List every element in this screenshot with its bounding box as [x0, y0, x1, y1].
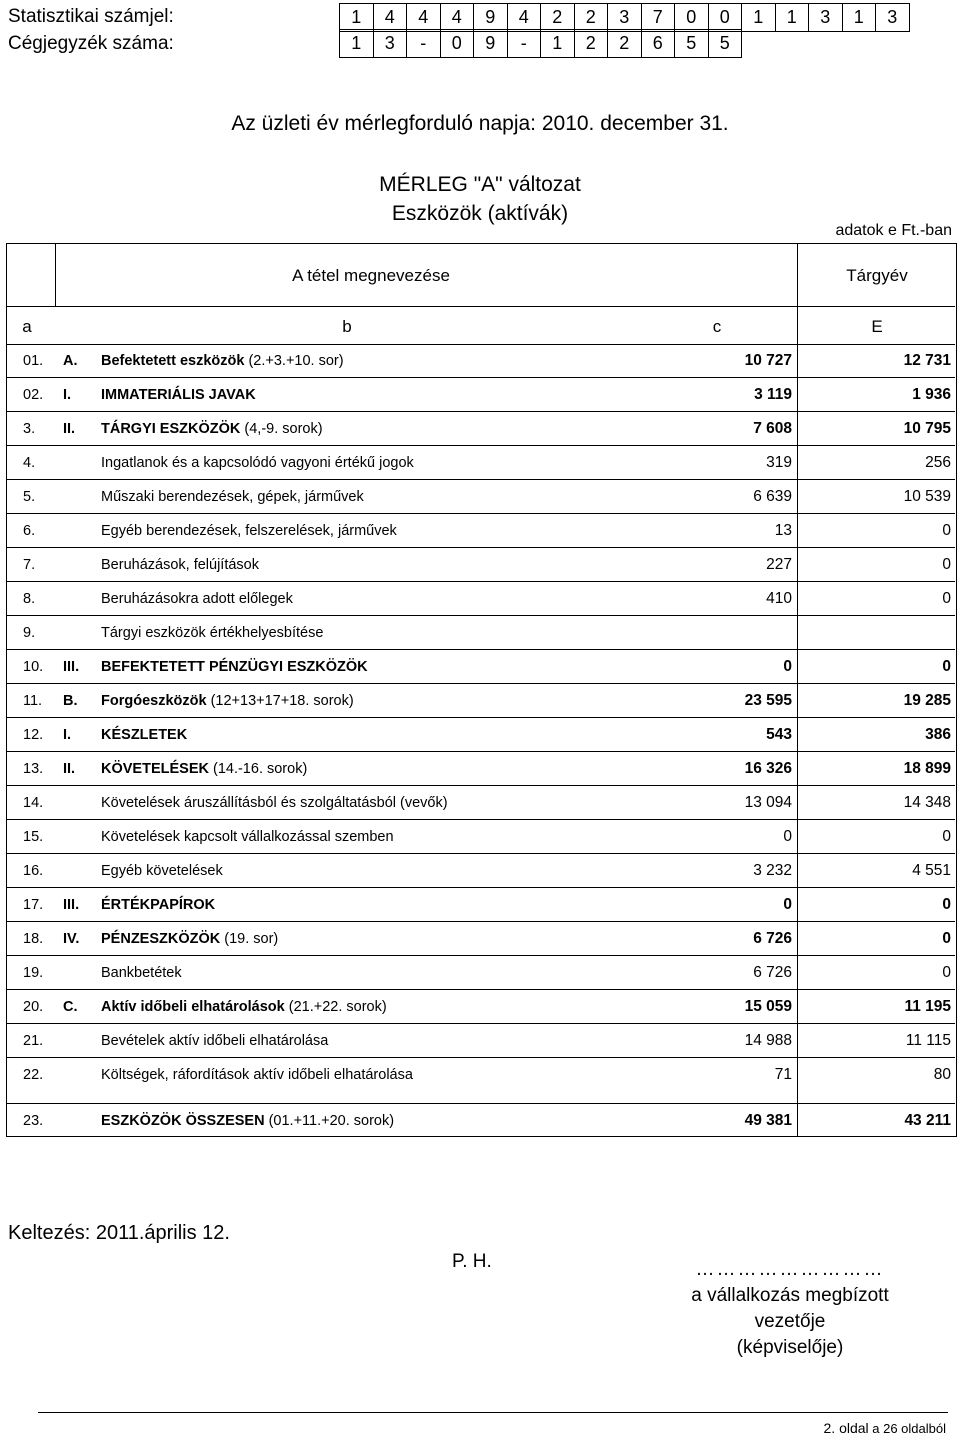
stat-number-label: Statisztikai számjel:: [8, 6, 174, 27]
row-number: 21.: [23, 1033, 44, 1049]
previous-year-value: 71: [774, 1066, 792, 1083]
digit-box: 3: [373, 29, 408, 58]
previous-year-value: 3 232: [753, 862, 792, 879]
digit-box: -: [406, 29, 441, 58]
table-row: [7, 548, 955, 582]
current-year-value: 14 348: [903, 794, 951, 811]
row-item-name: [101, 344, 344, 378]
row-item-title: ESZKÖZÖK ÖSSZESEN: [101, 1113, 265, 1129]
current-year-value: 1 936: [912, 386, 951, 403]
date-of-signing: Keltezés: 2011.április 12.: [8, 1222, 230, 1244]
row-item-name: [101, 888, 215, 922]
table-row: [7, 514, 955, 548]
row-item-name: [101, 684, 354, 718]
row-number: 13.: [23, 761, 44, 777]
row-item-name: [101, 820, 394, 854]
table-row: [7, 820, 955, 854]
digit-box: 2: [574, 3, 609, 32]
row-number: 17.: [23, 897, 44, 913]
row-item-title: Követelések áruszállításból és szolgáltatásból (vevők): [101, 795, 448, 811]
row-number: 22.: [23, 1067, 44, 1083]
digit-box: 6: [641, 29, 676, 58]
current-year-value: 43 211: [904, 1112, 951, 1129]
current-year-value: 18 899: [903, 760, 951, 777]
row-number: 11.: [23, 693, 43, 709]
row-item-title: Ingatlanok és a kapcsolódó vagyoni értékű jogok: [101, 455, 414, 471]
row-section: III.: [63, 897, 80, 913]
table-row: [7, 412, 955, 446]
table-row: [7, 990, 955, 1024]
table-row: [7, 1104, 955, 1138]
row-item-title: Aktív időbeli elhatárolások: [101, 999, 285, 1015]
table-row: [7, 344, 955, 378]
previous-year-value: 15 059: [744, 998, 792, 1015]
row-item-name: [101, 650, 368, 684]
current-year-value: 19 285: [903, 692, 951, 709]
digit-box: 9: [473, 3, 508, 32]
row-item-title: IMMATERIÁLIS JAVAK: [101, 387, 256, 403]
digit-box: 4: [507, 3, 542, 32]
previous-year-value: 23 595: [744, 692, 792, 709]
signer-title-1: a vállalkozás megbízott: [691, 1285, 889, 1306]
row-item-name: [101, 480, 364, 514]
row-number: 23.: [23, 1113, 44, 1129]
row-number: 14.: [23, 795, 44, 811]
current-year-value: 0: [942, 590, 951, 607]
previous-year-value: 14 988: [744, 1032, 792, 1049]
row-section: B.: [63, 693, 78, 709]
table-row: [7, 888, 955, 922]
digit-box: 2: [574, 29, 609, 58]
previous-year-value: 6 726: [753, 930, 792, 947]
row-item-name: [101, 1024, 328, 1058]
column-e-label: E: [871, 317, 883, 336]
digit-box: 2: [540, 3, 575, 32]
digit-box: 1: [339, 3, 374, 32]
table-row: [7, 480, 955, 514]
digit-box: 3: [875, 3, 910, 32]
signature-line: ………………………: [695, 1259, 885, 1280]
previous-year-value: 3 119: [754, 386, 792, 403]
row-item-reference: (01.+11.+20. sorok): [264, 1113, 395, 1129]
current-year-value: 0: [942, 658, 951, 675]
header-divider-right: [797, 244, 798, 306]
row-item-title: BEFEKTETETT PÉNZÜGYI ESZKÖZÖK: [101, 659, 368, 675]
balance-sheet-title: [0, 170, 960, 228]
digit-box: 4: [373, 3, 408, 32]
row-item-name: [101, 854, 223, 888]
registry-number-label: Cégjegyzék száma:: [8, 33, 174, 54]
table-row: [7, 446, 955, 480]
row-item-title: Forgóeszközök: [101, 693, 207, 709]
row-item-title: Tárgyi eszközök értékhelyesbítése: [101, 625, 324, 641]
row-number: 16.: [23, 863, 44, 879]
page-number-current: 2. oldal: [823, 1420, 869, 1436]
previous-year-value: 13 094: [744, 794, 792, 811]
digit-box: 0: [440, 29, 475, 58]
previous-year-value: 319: [766, 454, 792, 471]
column-b-label: b: [342, 317, 352, 336]
table-row: [7, 1024, 955, 1058]
table-row: [7, 786, 955, 820]
row-section: I.: [63, 727, 72, 743]
row-item-name: [101, 616, 323, 650]
row-number: 9.: [23, 625, 36, 641]
table-row: [7, 684, 955, 718]
row-item-reference: (21.+22. sorok): [284, 999, 387, 1015]
previous-year-value: 0: [783, 896, 792, 913]
digit-box: 0: [708, 3, 743, 32]
current-year-value: 0: [942, 896, 951, 913]
digit-box: 4: [406, 3, 441, 32]
current-year-value: 386: [925, 726, 951, 743]
row-number: 6.: [23, 523, 36, 539]
current-year-value: 12 731: [903, 352, 951, 369]
row-number: 12.: [23, 727, 44, 743]
current-year-value: 0: [942, 522, 951, 539]
stat-number-boxes: [340, 3, 910, 32]
table-row: [7, 718, 955, 752]
signature-block: [630, 1257, 950, 1361]
previous-year-value: 0: [783, 828, 792, 845]
table-row: [7, 378, 955, 412]
row-item-title: Követelések kapcsolt vállalkozással szemben: [101, 829, 394, 845]
row-number: 15.: [23, 829, 44, 845]
digit-box: 1: [741, 3, 776, 32]
digit-box: 5: [674, 29, 709, 58]
registry-number-boxes: [340, 29, 742, 58]
row-number: 10.: [23, 659, 44, 675]
row-item-title: KÉSZLETEK: [101, 727, 188, 743]
row-section: I.: [63, 387, 72, 403]
header-divider-left: [55, 244, 56, 306]
digit-box: 9: [473, 29, 508, 58]
table-row: [7, 922, 955, 956]
digit-box: 1: [842, 3, 877, 32]
digit-box: -: [507, 29, 542, 58]
row-item-name: [101, 786, 448, 820]
row-item-reference: (19. sor): [220, 931, 279, 947]
current-year-value: 11 195: [904, 998, 951, 1015]
row-section: A.: [63, 353, 78, 369]
row-item-reference: (4,-9. sorok): [240, 421, 323, 437]
row-item-title: Bevételek aktív időbeli elhatárolása: [101, 1033, 329, 1049]
table-row: [7, 1058, 955, 1092]
current-year-value: 80: [933, 1066, 951, 1083]
previous-year-value: 6 726: [753, 964, 792, 981]
row-number: 01.: [23, 353, 44, 369]
column-c-label: c: [712, 317, 722, 336]
row-item-name: [101, 548, 259, 582]
current-year-value: 0: [942, 556, 951, 573]
row-item-reference: (2.+3.+10. sor): [244, 353, 344, 369]
table-row: [7, 582, 955, 616]
digit-box: 1: [540, 29, 575, 58]
assets-subtitle: Eszközök (aktívák): [391, 202, 569, 225]
digit-box: 5: [708, 29, 743, 58]
page-number: [824, 1420, 947, 1436]
table-row: [7, 854, 955, 888]
current-year-value: 256: [925, 454, 951, 471]
header-item-name: A tétel megnevezése: [292, 266, 450, 285]
row-item-name: [101, 990, 387, 1024]
row-item-reference: (12+13+17+18. sorok): [206, 693, 354, 709]
row-item-title: PÉNZESZKÖZÖK: [101, 931, 221, 947]
row-item-title: Beruházások, felújítások: [101, 557, 259, 573]
current-year-value: 4 551: [912, 862, 951, 879]
column-a-label: a: [22, 317, 32, 336]
row-section: C.: [63, 999, 78, 1015]
digit-box: 7: [641, 3, 676, 32]
previous-year-value: 49 381: [744, 1112, 792, 1129]
page-number-total: a 26 oldalból: [868, 1421, 946, 1436]
row-item-name: [101, 446, 414, 480]
row-item-name: [101, 752, 307, 786]
previous-year-value: 16 326: [744, 760, 792, 777]
row-item-name: [101, 956, 182, 990]
previous-year-value: 13: [774, 522, 792, 539]
row-number: 02.: [23, 387, 44, 403]
row-number: 5.: [23, 489, 36, 505]
digit-box: 0: [674, 3, 709, 32]
previous-year-value: 7 608: [753, 420, 792, 437]
current-year-value: 0: [942, 964, 951, 981]
row-number: 3.: [23, 421, 36, 437]
row-number: 4.: [23, 455, 36, 471]
row-number: 7.: [23, 557, 36, 573]
current-year-value: 10 539: [903, 488, 951, 505]
header-current-year: Tárgyév: [846, 266, 908, 285]
row-number: 20.: [23, 999, 44, 1015]
row-number: 19.: [23, 965, 44, 981]
balance-variant-title: MÉRLEG "A" változat: [379, 173, 581, 196]
row-item-title: ÉRTÉKPAPÍROK: [101, 897, 216, 913]
row-item-title: Egyéb berendezések, felszerelések, járművek: [101, 523, 397, 539]
row-item-name: [101, 718, 187, 752]
digit-box: 3: [808, 3, 843, 32]
digit-box: 1: [339, 29, 374, 58]
row-item-title: Beruházásokra adott előlegek: [101, 591, 293, 607]
previous-year-value: 10 727: [744, 352, 792, 369]
row-item-name: [101, 1104, 394, 1138]
table-row: [7, 956, 955, 990]
header-separator: [7, 306, 955, 307]
row-item-title: Bankbetétek: [101, 965, 182, 981]
row-item-title: Befektetett eszközök: [101, 353, 245, 369]
row-section: II.: [63, 761, 76, 777]
balance-date-title: Az üzleti év mérlegforduló napja: 2010. december 31.: [231, 112, 729, 135]
row-item-name: [101, 378, 256, 412]
row-item-name: [101, 1058, 413, 1092]
row-item-name: [101, 412, 323, 446]
signer-title-2: vezetője: [754, 1311, 826, 1332]
current-year-value: 0: [942, 828, 951, 845]
digit-box: 1: [775, 3, 810, 32]
previous-year-value: 410: [766, 590, 792, 607]
footer-rule: [38, 1412, 948, 1413]
digit-box: 3: [607, 3, 642, 32]
unit-note: adatok e Ft.-ban: [835, 222, 952, 239]
previous-year-value: 543: [766, 726, 792, 743]
assets-table: [6, 243, 957, 1137]
current-year-value: 11 115: [905, 1032, 951, 1049]
previous-year-value: 227: [766, 556, 792, 573]
row-section: III.: [63, 659, 80, 675]
row-item-name: [101, 582, 293, 616]
row-item-name: [101, 922, 278, 956]
row-number: 8.: [23, 591, 36, 607]
table-row: [7, 616, 955, 650]
row-item-title: Műszaki berendezések, gépek, járművek: [101, 489, 364, 505]
current-year-value: 0: [942, 930, 951, 947]
row-item-title: TÁRGYI ESZKÖZÖK: [101, 421, 241, 437]
row-section: II.: [63, 421, 76, 437]
row-item-reference: (14.-16. sorok): [208, 761, 308, 777]
signer-title-3: (képviselője): [736, 1337, 844, 1358]
row-section: IV.: [63, 931, 80, 947]
row-item-name: [101, 514, 397, 548]
table-row: [7, 650, 955, 684]
table-row: [7, 752, 955, 786]
digit-box: 2: [607, 29, 642, 58]
previous-year-value: 6 639: [753, 488, 792, 505]
row-item-title: Költségek, ráfordítások aktív időbeli elhatárolása: [101, 1067, 413, 1083]
current-year-value: 10 795: [903, 420, 951, 437]
row-number: 18.: [23, 931, 44, 947]
digit-box: 4: [440, 3, 475, 32]
previous-year-value: 0: [783, 658, 792, 675]
row-item-title: Egyéb követelések: [101, 863, 223, 879]
row-item-title: KÖVETELÉSEK: [101, 761, 209, 777]
stamp-placeholder: P. H.: [452, 1251, 492, 1272]
